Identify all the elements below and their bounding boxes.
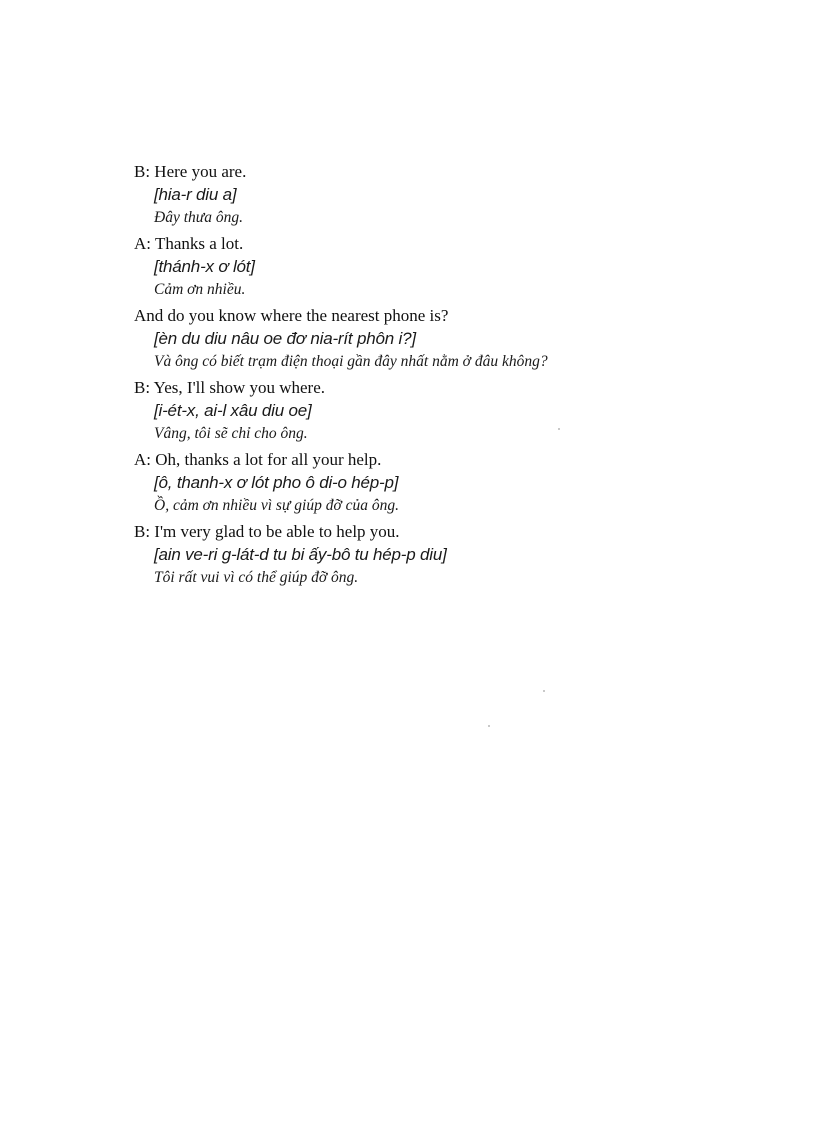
translation-line: Cảm ơn nhiều. [154, 281, 246, 298]
english-line: B: Yes, I'll show you where. [134, 378, 326, 397]
pronunciation-line: [hia-r diu a] [154, 185, 237, 204]
scan-speck [543, 690, 545, 692]
dialogue-section [134, 161, 604, 593]
pronunciation-line: [èn du diu nâu oe đơ nia-rít phôn i?] [154, 329, 416, 348]
pronunciation-line: [thánh-x ơ lót] [154, 257, 255, 276]
pronunciation-line: [i-ét-x, ai-l xâu diu oe] [154, 401, 312, 420]
pronunciation-line: [ain ve-ri g-lát-d tu bi ấy-bô tu hép-p diu] [154, 545, 447, 564]
dialogue-entry [134, 449, 604, 517]
translation-line: Và ông có biết trạm điện thoại gần đây nhất nằm ở đâu không? [154, 353, 548, 370]
english-line: B: Here you are. [134, 162, 247, 181]
dialogue-entry [134, 377, 604, 445]
translation-line: Đây thưa ông. [154, 209, 243, 226]
dialogue-entry [134, 521, 604, 589]
dialogue-entry [134, 305, 604, 373]
english-line: A: Thanks a lot. [134, 234, 244, 253]
translation-line: Tôi rất vui vì có thể giúp đỡ ông. [154, 569, 359, 586]
translation-line: Vâng, tôi sẽ chỉ cho ông. [154, 425, 308, 442]
scan-speck [558, 428, 560, 430]
english-line: And do you know where the nearest phone is? [134, 306, 449, 325]
translation-line: Ồ, cảm ơn nhiều vì sự giúp đỡ của ông. [154, 497, 399, 514]
dialogue-entry [134, 161, 604, 229]
english-line: B: I'm very glad to be able to help you. [134, 522, 400, 541]
scan-speck [488, 725, 490, 727]
english-line: A: Oh, thanks a lot for all your help. [134, 450, 382, 469]
dialogue-entry [134, 233, 604, 301]
pronunciation-line: [ô, thanh-x ơ lót pho ô di-o hép-p] [154, 473, 399, 492]
